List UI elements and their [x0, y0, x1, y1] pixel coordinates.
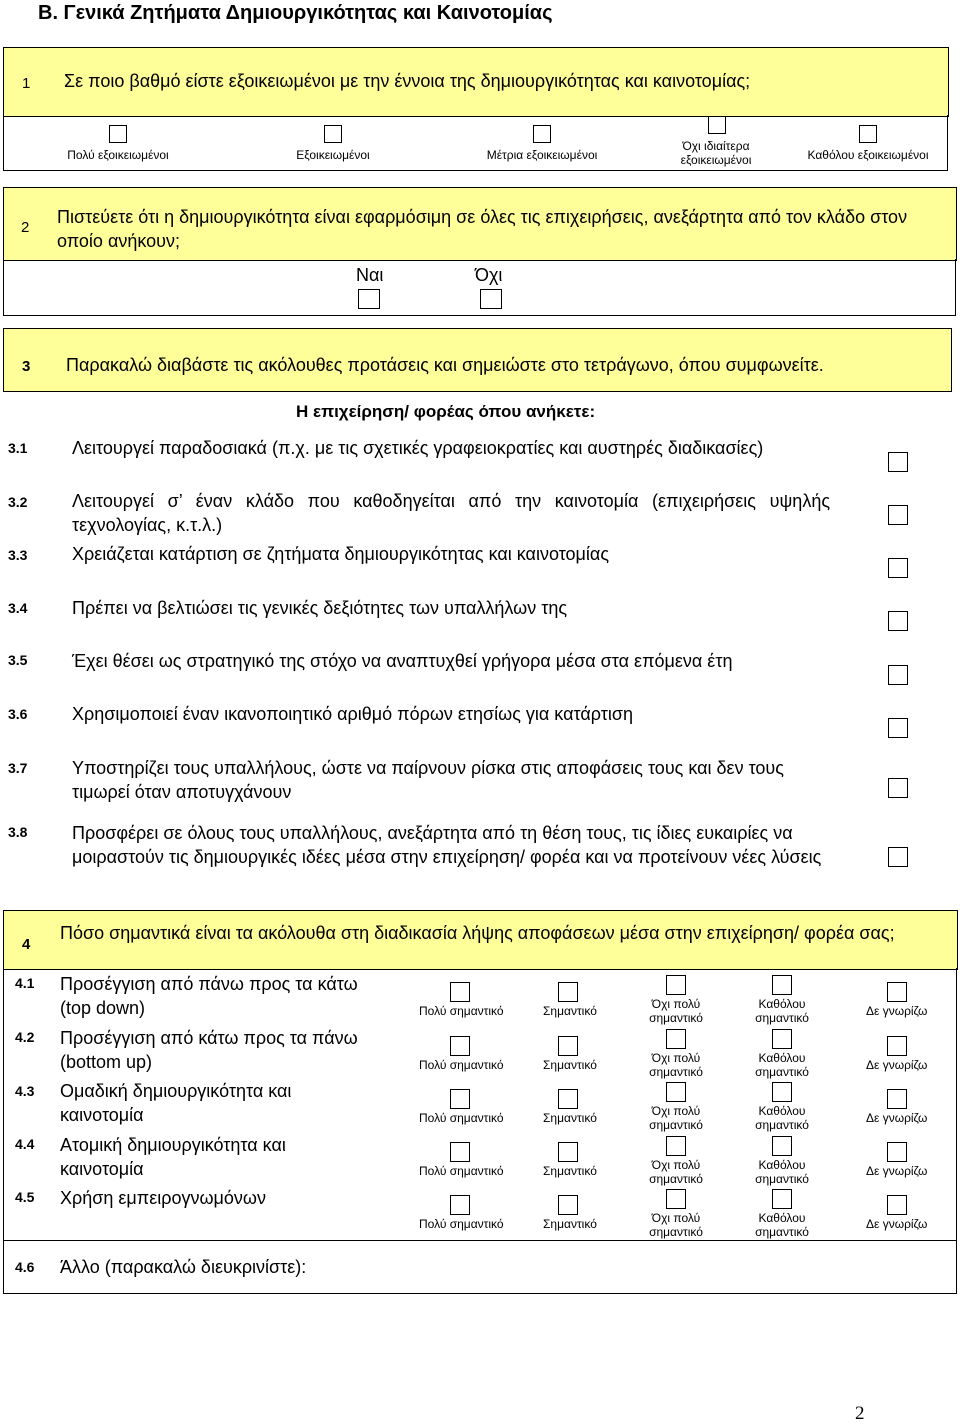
q3-item-checkbox[interactable] — [888, 778, 908, 798]
q4-number: 4 — [22, 936, 31, 953]
q4-scale-checkbox[interactable] — [558, 1195, 578, 1215]
q1-left-border — [3, 115, 4, 170]
q4-scale-checkbox[interactable] — [772, 975, 792, 995]
q4-scale-label: Δε γνωρίζω — [866, 1058, 928, 1072]
q4-scale-checkbox[interactable] — [666, 1082, 686, 1102]
q1-number: 1 — [22, 75, 31, 92]
q1-option-checkbox[interactable] — [533, 125, 551, 143]
q1-option-checkbox[interactable] — [109, 125, 127, 143]
q4-scale-label: Καθόλου σημαντικό — [755, 1051, 809, 1079]
q4-scale-label: Σημαντικό — [543, 1164, 597, 1178]
q3-item-text: Λειτουργεί σ’ έναν κλάδο που καθοδηγείται από την καινοτομία (επιχειρήσεις υψηλής τεχνολογίας, κ.τ.λ.) — [72, 491, 830, 535]
q4-scale-label: Καθόλου σημαντικό — [755, 1104, 809, 1132]
q4-other-text[interactable]: Άλλο (παρακαλώ διευκρινίστε): — [60, 1257, 307, 1277]
q2-underline — [3, 315, 956, 316]
q1-option-checkbox[interactable] — [708, 116, 726, 134]
q4-mid-divider — [3, 1240, 957, 1241]
q3-item-checkbox[interactable] — [888, 452, 908, 472]
q3-item-number: 3.5 — [8, 652, 28, 668]
q2-text: Πιστεύετε ότι η δημιουργικότητα είναι εφαρμόσιμη σε όλες τις επιχειρήσεις, ανεξάρτητα από τον κλάδο στον οποίο ανήκουν; — [57, 207, 908, 251]
q3-item-number: 3.8 — [8, 824, 28, 840]
q1-option-label: Μέτρια εξοικειωμένοι — [486, 148, 598, 162]
q3-text: Παρακαλώ διαβάστε τις ακόλουθες προτάσεις και σημειώστε στο τετράγωνο, όπου συμφωνείτε. — [66, 355, 824, 375]
q4-scale-label: Όχι πολύ σημαντικό — [649, 1211, 703, 1239]
q4-scale-label: Πολύ σημαντικό — [419, 1058, 504, 1072]
q4-scale-checkbox[interactable] — [887, 982, 907, 1002]
q4-item-number: 4.4 — [15, 1136, 35, 1152]
q4-scale-checkbox[interactable] — [666, 1136, 686, 1156]
q4-scale-checkbox[interactable] — [666, 975, 686, 995]
q4-left-border — [3, 968, 4, 1293]
q3-item-checkbox[interactable] — [888, 718, 908, 738]
q4-scale-label: Καθόλου σημαντικό — [755, 1158, 809, 1186]
q4-scale-checkbox[interactable] — [558, 982, 578, 1002]
q3-item-number: 3.7 — [8, 760, 28, 776]
q4-scale-label: Πολύ σημαντικό — [419, 1111, 504, 1125]
q3-item-number: 3.2 — [8, 494, 28, 510]
q4-item-number: 4.5 — [15, 1189, 35, 1205]
q4-item-text: Χρήση εμπειρογνωμόνων — [60, 1188, 266, 1208]
q3-item-text: Χρειάζεται κατάρτιση σε ζητήματα δημιουργικότητας και καινοτομίας — [72, 544, 610, 564]
q4-text: Πόσο σημαντικά είναι τα ακόλουθα στη διαδικασία λήψης αποφάσεων μέσα στην επιχείρηση/ φορέα σας; — [60, 923, 895, 943]
q4-scale-label: Όχι πολύ σημαντικό — [649, 1104, 703, 1132]
q1-underline — [3, 170, 948, 171]
q4-scale-checkbox[interactable] — [887, 1089, 907, 1109]
q1-option-label: Εξοικειωμένοι — [296, 148, 370, 162]
q4-scale-checkbox[interactable] — [772, 1136, 792, 1156]
q4-other-number: 4.6 — [15, 1259, 35, 1275]
q4-scale-checkbox[interactable] — [772, 1189, 792, 1209]
q3-item-checkbox[interactable] — [888, 611, 908, 631]
section-title: Β. Γενικά Ζητήματα Δημιουργικότητας και Καινοτομίας — [38, 2, 553, 24]
q4-scale-checkbox[interactable] — [772, 1029, 792, 1049]
q1-option-label: Πολύ εξοικειωμένοι — [67, 148, 169, 162]
q4-item-number: 4.3 — [15, 1083, 35, 1099]
q4-scale-checkbox[interactable] — [558, 1089, 578, 1109]
q1-text: Σε ποιο βαθμό είστε εξοικειωμένοι με την έννοια της δημιουργικότητας και καινοτομίας; — [64, 71, 751, 91]
q4-scale-checkbox[interactable] — [558, 1142, 578, 1162]
q3-item-text: Προσφέρει σε όλους τους υπαλλήλους, ανεξάρτητα από τη θέση τους, τις ίδιες ευκαιρίες να μοιραστούν τις δημιουργικές ιδέες μέσα στην επιχείρηση/ φορέα και να προτείνουν νέες λύσεις — [72, 823, 822, 867]
q4-scale-checkbox[interactable] — [887, 1036, 907, 1056]
q3-item-text: Έχει θέσει ως στρατηγικό της στόχο να αναπτυχθεί γρήγορα μέσα στα επόμενα έτη — [72, 651, 733, 671]
q3-item-checkbox[interactable] — [888, 665, 908, 685]
q4-scale-label: Καθόλου σημαντικό — [755, 1211, 809, 1239]
q4-scale-label: Σημαντικό — [543, 1111, 597, 1125]
q3-subheading: Η επιχείρηση/ φορέας όπου ανήκετε: — [296, 402, 596, 421]
q4-scale-label: Όχι πολύ σημαντικό — [649, 1158, 703, 1186]
q4-item-text: Προσέγγιση από κάτω προς τα πάνω (bottom up) — [60, 1028, 358, 1072]
q1-option-checkbox[interactable] — [859, 125, 877, 143]
q4-scale-label: Καθόλου σημαντικό — [755, 997, 809, 1025]
q2-left-border — [3, 259, 4, 315]
q4-right-border — [956, 968, 957, 1293]
q4-scale-label: Πολύ σημαντικό — [419, 1004, 504, 1018]
q4-scale-label: Σημαντικό — [543, 1217, 597, 1231]
q2-no-label: Όχι — [475, 265, 503, 285]
q4-bottom-border — [3, 1293, 957, 1294]
q1-option-label: Καθόλου εξοικειωμένοι — [807, 148, 929, 162]
q4-scale-checkbox[interactable] — [666, 1189, 686, 1209]
q2-no-checkbox[interactable] — [480, 289, 502, 309]
q4-scale-label: Όχι πολύ σημαντικό — [649, 997, 703, 1025]
q4-scale-label: Σημαντικό — [543, 1058, 597, 1072]
q4-scale-checkbox[interactable] — [450, 982, 470, 1002]
q4-item-text: Ατομική δημιουργικότητα και καινοτομία — [60, 1135, 286, 1179]
q4-item-number: 4.1 — [15, 975, 35, 991]
q4-scale-checkbox[interactable] — [666, 1029, 686, 1049]
q4-scale-label: Δε γνωρίζω — [866, 1004, 928, 1018]
q4-scale-checkbox[interactable] — [558, 1036, 578, 1056]
q3-item-checkbox[interactable] — [888, 505, 908, 525]
q3-item-number: 3.6 — [8, 706, 28, 722]
page-number: 2 — [855, 1403, 865, 1424]
q2-right-border — [955, 259, 956, 315]
q4-scale-checkbox[interactable] — [772, 1082, 792, 1102]
q4-scale-label: Δε γνωρίζω — [866, 1217, 928, 1231]
q4-scale-checkbox[interactable] — [450, 1089, 470, 1109]
q4-scale-checkbox[interactable] — [450, 1036, 470, 1056]
q3-item-number: 3.1 — [8, 440, 28, 456]
q2-number: 2 — [21, 219, 30, 236]
q4-scale-label: Δε γνωρίζω — [866, 1111, 928, 1125]
q4-scale-checkbox[interactable] — [450, 1142, 470, 1162]
q3-item-text: Υποστηρίζει τους υπαλλήλους, ώστε να παίρνουν ρίσκα στις αποφάσεις τους και δεν τους τιμωρεί όταν αποτυγχάνουν — [72, 758, 784, 802]
q4-item-text: Προσέγγιση από πάνω προς τα κάτω (top down) — [60, 974, 358, 1018]
q4-item-number: 4.2 — [15, 1029, 35, 1045]
q1-right-border — [947, 115, 948, 170]
q3-number: 3 — [22, 358, 31, 375]
q3-item-text: Πρέπει να βελτιώσει τις γενικές δεξιότητες των υπαλλήλων της — [72, 598, 567, 618]
q4-scale-label: Όχι πολύ σημαντικό — [649, 1051, 703, 1079]
q1-option-label: Όχι ιδιαίτερα εξοικειωμένοι — [680, 139, 752, 167]
q3-item-checkbox[interactable] — [888, 847, 908, 867]
q4-item-text: Ομαδική δημιουργικότητα και καινοτομία — [60, 1081, 292, 1125]
q3-item-text: Λειτουργεί παραδοσιακά (π.χ. με τις σχετικές γραφειοκρατίες και αυστηρές διαδικασίες) — [72, 438, 764, 458]
q3-item-checkbox[interactable] — [888, 558, 908, 578]
q1-option-checkbox[interactable] — [324, 125, 342, 143]
q2-yes-checkbox[interactable] — [358, 289, 380, 309]
q4-scale-label: Πολύ σημαντικό — [419, 1164, 504, 1178]
q2-yes-label: Ναι — [356, 265, 384, 285]
q4-scale-checkbox[interactable] — [887, 1142, 907, 1162]
q3-item-number: 3.3 — [8, 547, 28, 563]
q4-scale-checkbox[interactable] — [450, 1195, 470, 1215]
q3-item-number: 3.4 — [8, 600, 28, 616]
q4-scale-label: Δε γνωρίζω — [866, 1164, 928, 1178]
q4-scale-checkbox[interactable] — [887, 1195, 907, 1215]
q4-scale-label: Πολύ σημαντικό — [419, 1217, 504, 1231]
q3-item-text: Χρησιμοποιεί έναν ικανοποιητικό αριθμό πόρων ετησίως για κατάρτιση — [72, 704, 633, 724]
q4-scale-label: Σημαντικό — [543, 1004, 597, 1018]
